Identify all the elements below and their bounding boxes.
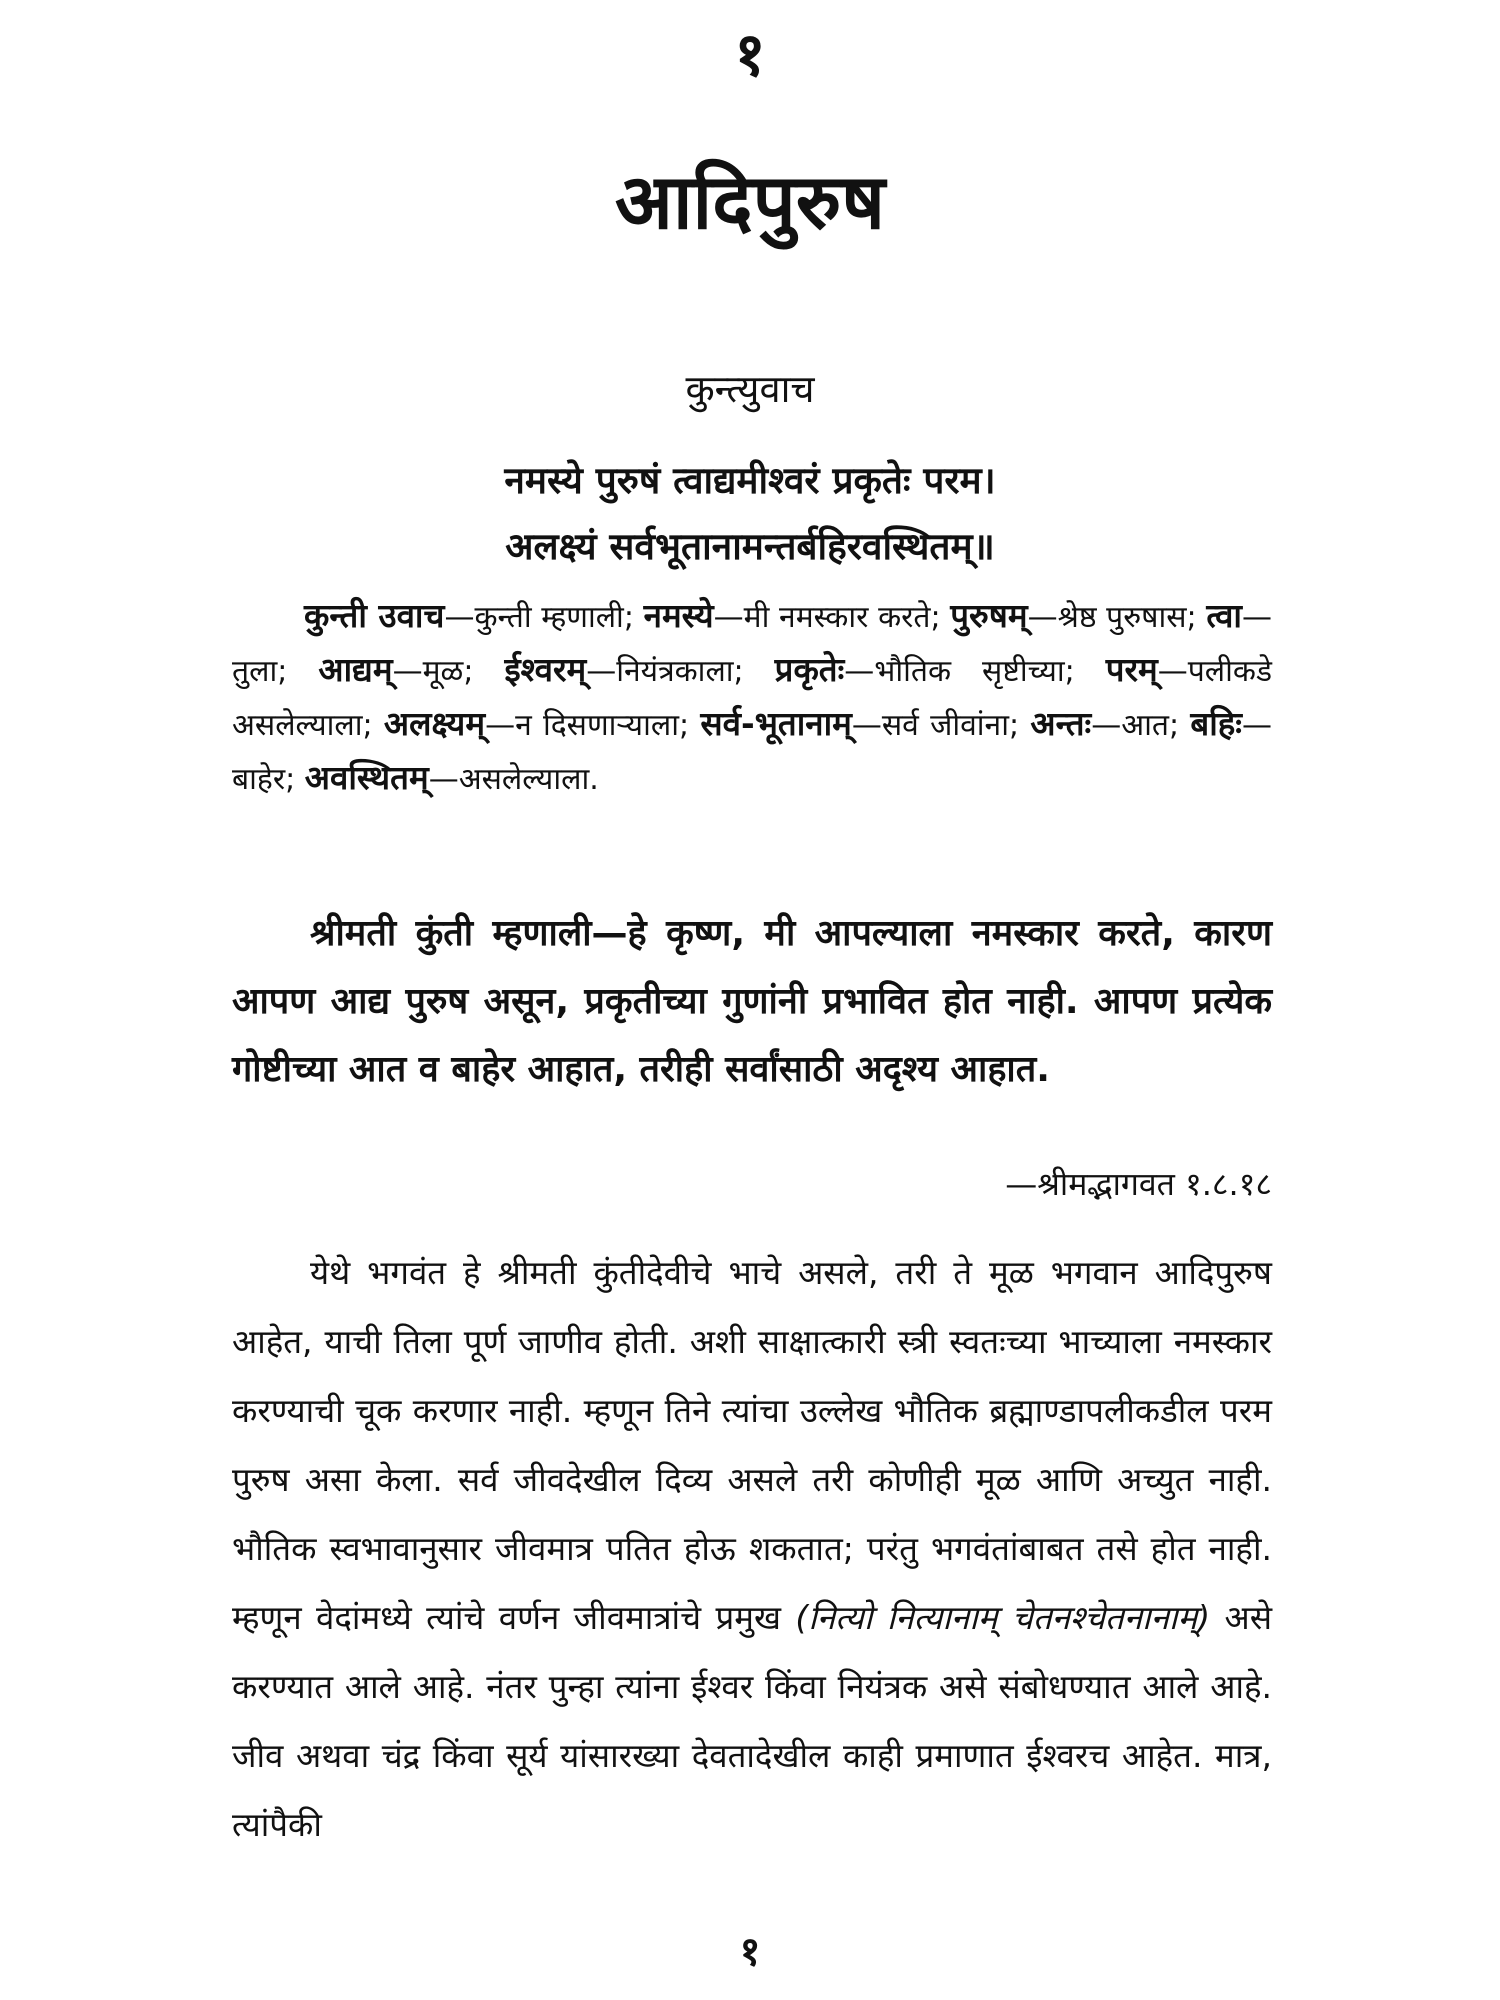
synonym-meaning: पलीकडे असलेल्याला; xyxy=(232,654,1272,743)
synonym-word: परम् xyxy=(1105,650,1158,689)
synonym-meaning: असलेल्याला. xyxy=(458,762,599,797)
synonym-dash: — xyxy=(844,654,875,689)
synonym-dash: — xyxy=(713,600,744,635)
synonym-meaning: श्रेष्ठ पुरुषास; xyxy=(1057,600,1197,635)
purport-text: असे करण्यात आले आहे. नंतर पुन्हा त्यांना ईश्वर किंवा नियंत्रक असे संबोधण्यात आले आहे. जीव अथवा चंद्र किंवा सूर्य यांसारख्या देवतादेखील काही प्रमाणात ईश्वरच आहेत. मात्र, त्यांपैकी xyxy=(232,1598,1273,1844)
synonym-dash: — xyxy=(851,708,882,743)
synonym-word: अन्तः xyxy=(1030,704,1092,743)
sanskrit-verse xyxy=(0,448,1500,580)
synonym-meaning: सर्व जीवांना; xyxy=(881,708,1020,743)
synonym-word: अवस्थितम् xyxy=(304,758,429,797)
purport-paragraph xyxy=(232,1238,1272,1859)
synonym-dash: — xyxy=(444,600,475,635)
synonym-dash: — xyxy=(392,654,423,689)
purport-text: येथे भगवंत हे श्रीमती कुंतीदेवीचे भाचे असले, तरी ते मूळ भगवान आदिपुरुष आहेत, याची तिला पूर्ण जाणीव होती. अशी साक्षात्कारी स्त्री स्वतःच्या भाच्याला नमस्कार करण्याची चूक करणार नाही. म्हणून तिने त्यांचा उल्लेख भौतिक ब्रह्माण्डापलीकडील परम पुरुष असा केला. सर्व जीवदेखील दिव्य असले तरी कोणीही मूळ आणि अच्युत नाही. भौतिक स्वभावानुसार जीवमात्र पतित होऊ शकतात; परंतु भगवंतांबाबत तसे होत नाही. म्हणून वेदांमध्ये त्यांचे वर्णन जीवमात्रांचे प्रमुख xyxy=(232,1253,1272,1637)
verse-speaker: कुन्त्युवाच xyxy=(685,367,815,411)
synonym-meaning: तुला; xyxy=(232,654,288,689)
synonym-dash: — xyxy=(586,654,617,689)
synonym-word: प्रकृतेः xyxy=(774,650,845,689)
word-meanings xyxy=(232,590,1272,806)
synonym-word: त्वा xyxy=(1206,596,1242,635)
verse-line-1: नमस्ये पुरुषं त्वाद्यमीश्वरं प्रकृतेः परम। xyxy=(504,459,996,502)
synonym-word: ईश्वरम् xyxy=(504,650,587,689)
synonym-meaning: आत; xyxy=(1121,708,1180,743)
synonym-meaning: कुन्ती म्हणाली; xyxy=(474,600,634,635)
chapter-number: १ xyxy=(734,20,766,90)
synonym-dash: — xyxy=(1027,600,1058,635)
page-number: १ xyxy=(739,1929,761,1975)
synonym-word: कुन्ती उवाच xyxy=(304,596,445,635)
chapter-title: आदिपुरुष xyxy=(614,157,886,246)
translation-paragraph: श्रीमती कुंती म्हणाली—हे कृष्ण, मी आपल्याला नमस्कार करते, कारण आपण आद्य पुरुष असून, प्रकृतीच्या गुणांनी प्रभावित होत नाही. आपण प्रत्येक गोष्टीच्या आत व बाहेर आहात, तरीही सर्वांसाठी अदृश्य आहात. xyxy=(232,913,1272,1090)
synonym-word: बहिः xyxy=(1190,704,1242,743)
synonym-meaning: मूळ; xyxy=(422,654,474,689)
synonym-dash: — xyxy=(1241,600,1272,635)
purport-quote: (नित्यो नित्यानाम् चेतनश्चेतनानाम्) xyxy=(795,1598,1211,1637)
synonym-dash: — xyxy=(1241,708,1272,743)
synonym-word: पुरुषम् xyxy=(950,596,1028,635)
synonym-meaning: भौतिक सृष्टीच्या; xyxy=(874,654,1075,689)
synonym-meaning: बाहेर; xyxy=(232,762,296,797)
synonym-meaning: न दिसणाऱ्याला; xyxy=(515,708,690,743)
synonym-dash: — xyxy=(1091,708,1122,743)
synonym-word: नमस्ये xyxy=(643,596,714,635)
synonym-meaning: मी नमस्कार करते; xyxy=(743,600,941,635)
synonym-word: आद्यम् xyxy=(318,650,393,689)
synonym-dash: — xyxy=(485,708,516,743)
verse-line-2: अलक्ष्यं सर्वभूतानामन्तर्बहिरवस्थितम्॥ xyxy=(505,525,995,568)
synonym-word: सर्व-भूतानाम् xyxy=(700,704,852,743)
synonym-dash: — xyxy=(428,762,459,797)
synonym-word: अलक्ष्यम् xyxy=(383,704,486,743)
synonym-meaning: नियंत्रकाला; xyxy=(616,654,744,689)
synonym-dash: — xyxy=(1157,654,1188,689)
scripture-reference: —श्रीमद्भागवत १.८.१८ xyxy=(1005,1165,1272,1203)
